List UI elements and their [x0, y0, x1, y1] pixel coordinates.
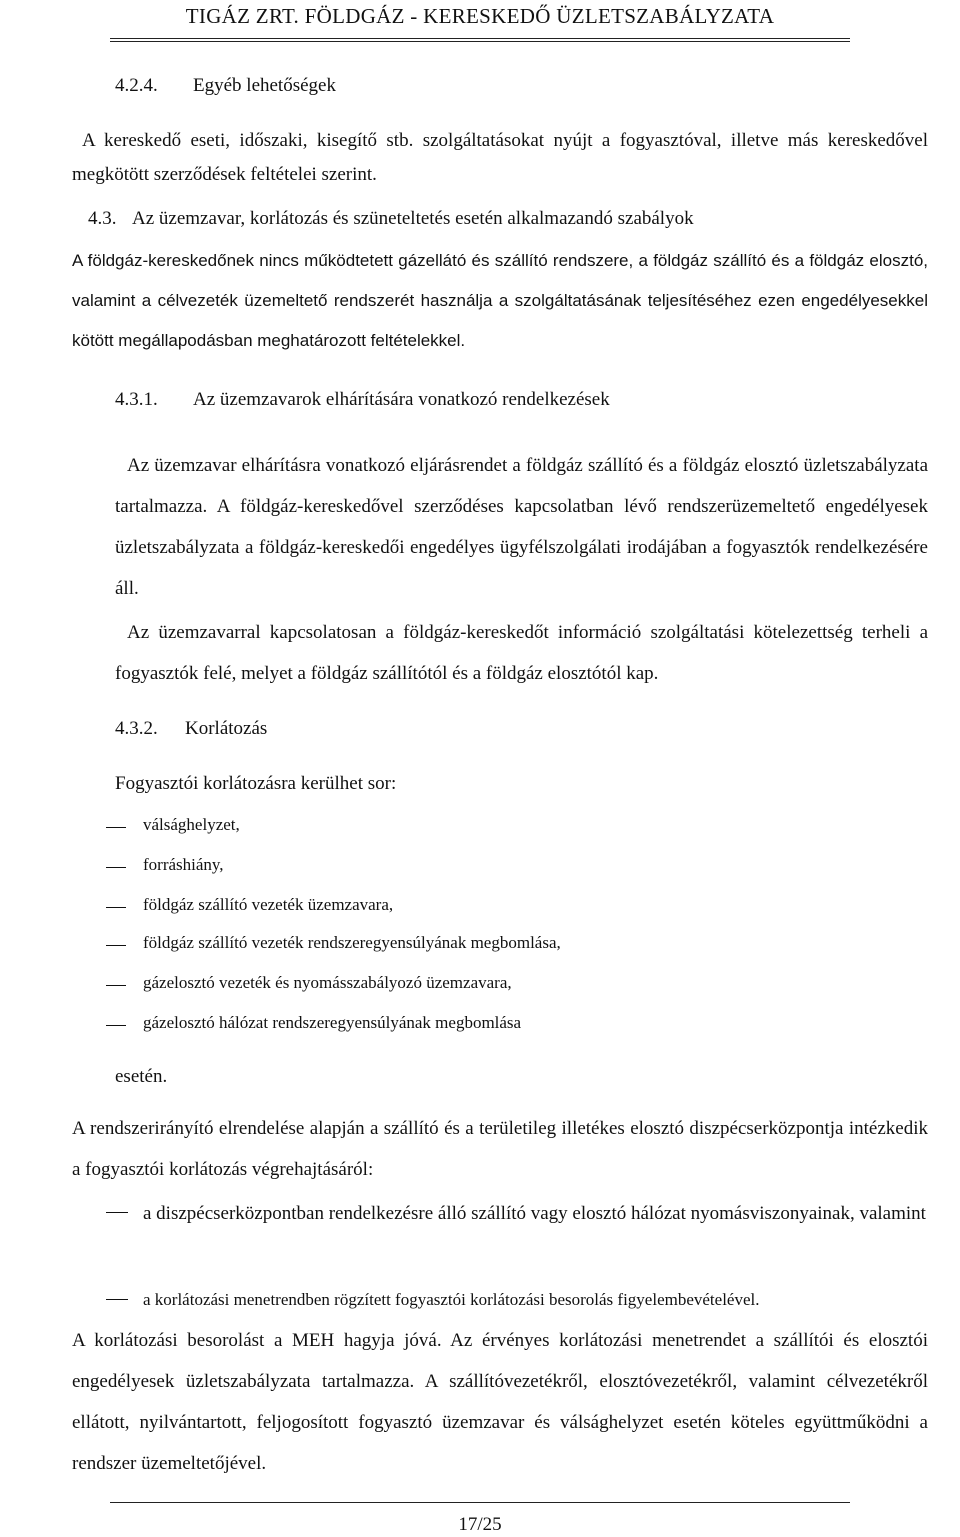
- dash-bullet: [106, 1299, 128, 1300]
- paragraph-dispatch: A rendszerirányító elrendelése alapján a szállító és a területileg illetékes elosztó diszpécserközpontja intézkedik a fogyasztói korlátozás végrehajtásáról:: [72, 1118, 928, 1180]
- header-rule-double: [110, 41, 850, 42]
- page-number: 17/25: [458, 1514, 502, 1535]
- section-title: Az üzemzavar, korlátozás és szüneteltetés esetén alkalmazandó szabályok: [132, 208, 694, 229]
- document-page: TIGÁZ ZRT. FÖLDGÁZ - KERESKEDŐ ÜZLETSZABÁLYZATA 4.2.4. Egyéb lehetőségek A kereskedő eseti, időszaki, kisegítő stb. szolgáltatásokat nyújt a fogyasztóval, illetve más kereskedővel megkötött szerződések feltételei szerint. 4.3. Az üzemzavar, korlátozás és szüneteltetés esetén alkalmazandó szabályok A földgáz-kereskedőnek nincs működtetett gázellátó és szállító rendszere, a földgáz szállító és a földgáz elosztó, valamint a célvezeték üzemeltető rendszerét használja a szolgáltatásának teljesítéséhez ezen engedélyesekkel kötött megállapodásban meghatározott feltételekkel. 4.3.1. Az üzemzavarok elhárítására vonatkozó rendelkezések Az üzemzavar elhárításra vonatkozó eljárásrendet a földgáz szállító és a földgáz elosztó üzletszabályzata tartalmazza. A földgáz-kereskedővel szerződéses kapcsolatban lévő rendszerüzemeltető engedélyesek üzletszabályzata a földgáz-kereskedői engedélyes ügyfélszolgálati irodájában a fogyasztók rendelkezésére áll. Az üzemzavarral kapcsolatosan a földgáz-kereskedőt információ szolgáltatási kötelezettség terheli a fogyasztók felé, melyet a földgáz szállítótól és a földgáz elosztótól kap. 4.3.2. Korlátozás Fogyasztói korlátozásra kerülhet sor: válsághelyzet, forráshiány, földgáz szállító vezeték üzemzavara, földgáz szállító vezeték rendszeregyensúlyának megbomlása, gázelosztó vezeték és nyomásszabályozó üzemzavara, gázelosztó hálózat rendszeregyensúlyának megbomlása esetén. A rendszerirányító elrendelése alapján a szállító és a területileg illetékes elosztó diszpécserközpontja intézkedik a fogyasztói korlátozás végrehajtásáról: a diszpécserközpontban rendelkezésre álló szállító vagy elosztó hálózat nyomásviszonyainak, valamint a korlátozási menetrendben rögzített fogyasztói korlátozási besorolás figyelembevételével. A korlátozási besorolást a MEH hagyja jóvá. Az érvényes korlátozási menetrendet a szállítói és elosztói engedélyesek üzletszabályzata tartalmazza. A szállítóvezetékről, elosztóvezetékről, valamint célvezetékről ellátott, nyilvántartott, feljogosított fogyasztó üzemzavar és válsághelyzet esetén köteles együttműködni a rendszer üzemeltetőjével. 17/25: [0, 0, 960, 1537]
- dash-bullet: [106, 945, 126, 946]
- section-number: 4.3.1.: [115, 389, 158, 410]
- paragraph-final: A korlátozási besorolást a MEH hagyja jóvá. Az érvényes korlátozási menetrendet a szállítói és elosztói engedélyesek üzletszabályzata tartalmazza. A szállítóvezetékről, elosztóvezetékről, valamint célvezetékről ellátott, nyilvántartott, feljogosított fogyasztó üzemzavar és válsághelyzet esetén köteles együttműködni a rendszer üzemeltetőjével.: [72, 1330, 928, 1474]
- dash-bullet: [106, 985, 126, 986]
- list-closing: esetén.: [115, 1066, 168, 1087]
- section-number: 4.3.: [88, 208, 117, 229]
- section-title: Korlátozás: [185, 718, 268, 739]
- footer-rule: [110, 1502, 850, 1503]
- restriction-intro: Fogyasztói korlátozásra kerülhet sor:: [115, 773, 397, 794]
- section-heading-4-3: [88, 202, 928, 236]
- paragraph-4-3-1-a: Az üzemzavar elhárításra vonatkozó eljárásrendet a földgáz szállító és a földgáz elosztó üzletszabályzata tartalmazza. A földgáz-kereskedővel szerződéses kapcsolatban lévő rendszerüzemeltető engedélyesek üzletszabályzata a földgáz-kereskedői engedélyes ügyfélszolgálati irodájában a fogyasztók rendelkezésére áll.: [115, 455, 928, 599]
- paragraph-4-2-4: A kereskedő eseti, időszaki, kisegítő stb. szolgáltatásokat nyújt a fogyasztóval, illetve más kereskedővel megkötött szerződések feltételei szerint.: [72, 130, 928, 185]
- section-number: 4.3.2.: [115, 718, 158, 739]
- dash-bullet: [106, 1025, 126, 1026]
- section-heading-4-3-2: [115, 712, 875, 746]
- section-heading-4-3-1: [115, 383, 875, 417]
- sublist-item: a diszpécserközpontban rendelkezésre álló szállító vagy elosztó hálózat nyomásviszonyainak, valamint: [106, 1193, 928, 1277]
- section-title: Az üzemzavarok elhárítására vonatkozó rendelkezések: [193, 389, 610, 410]
- paragraph-4-3: A földgáz-kereskedőnek nincs működtetett gázellátó és szállító rendszere, a földgáz szállító és a földgáz elosztó, valamint a célvezeték üzemeltető rendszerét használja a szolgáltatásának teljesítéséhez ezen engedélyesekkel kötött megállapodásban meghatározott feltételekkel.: [72, 251, 928, 350]
- paragraph-4-3-1-b: Az üzemzavarral kapcsolatosan a földgáz-kereskedőt információ szolgáltatási kötelezettség terheli a fogyasztók felé, melyet a földgáz szállítótól és a földgáz elosztótól kap.: [115, 622, 928, 684]
- sublist-item: a korlátozási menetrendben rögzített fogyasztói korlátozási besorolás figyelembevételével.: [106, 1287, 928, 1317]
- section-number: 4.2.4.: [115, 75, 158, 96]
- section-title: Egyéb lehetőségek: [193, 75, 336, 96]
- section-heading-4-2-4: [115, 69, 875, 103]
- dash-bullet: [106, 1212, 128, 1213]
- header-rule: [110, 38, 850, 39]
- dash-bullet: [106, 907, 126, 908]
- dash-bullet: [106, 827, 126, 828]
- dash-bullet: [106, 867, 126, 868]
- page-header: TIGÁZ ZRT. FÖLDGÁZ - KERESKEDŐ ÜZLETSZABÁLYZATA: [185, 4, 775, 28]
